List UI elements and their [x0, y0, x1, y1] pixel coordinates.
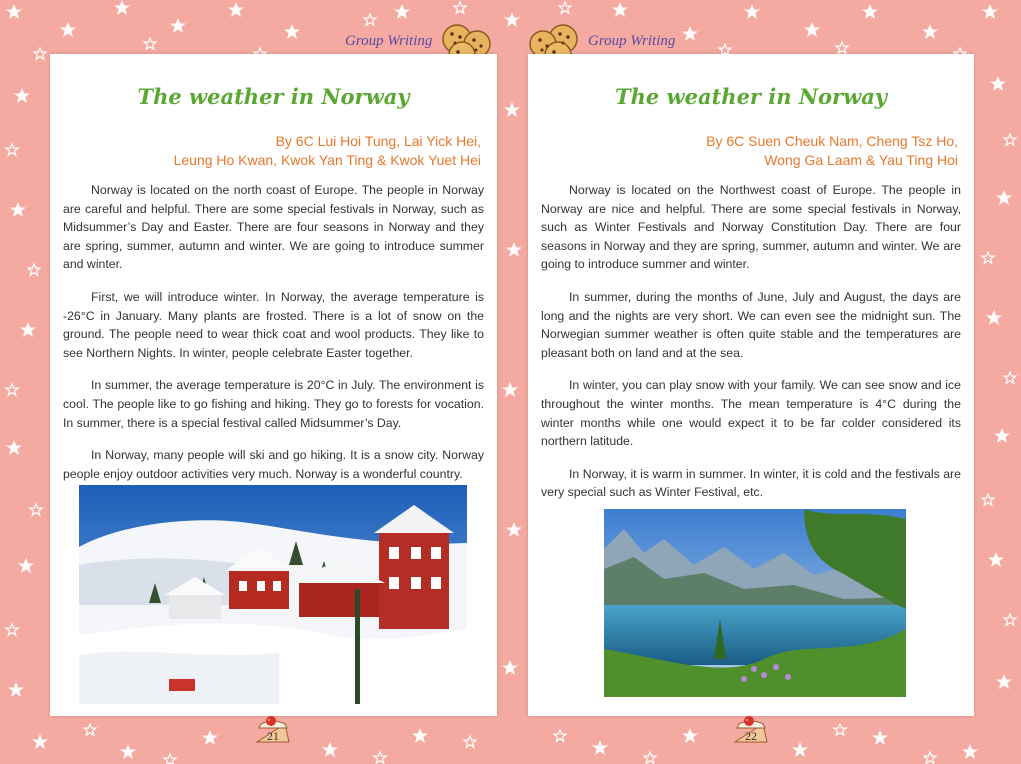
snowy-village-photo [79, 485, 467, 704]
byline-line: By 6C Lui Hoi Tung, Lai Yick Hei, [275, 133, 481, 149]
byline [706, 132, 958, 170]
paragraph: In Norway, it is warm in summer. In winter, it is cold and the festivals are very special such as Winter Festival, etc. [541, 466, 961, 500]
group-writing-tag-left: Group Writing [345, 33, 433, 49]
page-number-badge [731, 716, 771, 746]
article-body [541, 181, 961, 516]
paragraph: Norway is located on the Northwest coast of Europe. The people in Norway are nice and helpful. There are some special festivals in Norway, such as Winter Festivals and Norway Constitution Day. There are four seasons in Norway and they are spring, summer, autumn and winter. We are going to introduce summer and winter. [541, 183, 961, 272]
group-writing-tag-right: Group Writing [588, 33, 676, 49]
paragraph: In summer, during the months of June, July and August, the days are long and the nights are very short. We can even see the midnight sun. The Norwegian summer weather is often quite stable and the temperatures are pleasant both on land and at the sea. [541, 289, 961, 360]
fjord-lake-photo [604, 509, 906, 697]
byline-line: Wong Ga Laam & Yau Ting Hoi [764, 152, 958, 168]
paragraph: In Norway, many people will ski and go hiking. It is a snow city. Norway people enjoy outdoor activities very much. Norway is a wonderful country. [63, 448, 484, 481]
byline-line: By 6C Suen Cheuk Nam, Cheng Tsz Ho, [706, 133, 958, 149]
byline [174, 132, 481, 170]
right-page [528, 54, 974, 716]
paragraph: Norway is located on the north coast of Europe. The people in Norway are careful and helpful. There are some special festivals in Norway, such as Midsummer’s Day and Easter. There are four seasons in Norway and they are spring, summer, autumn and winter. We are going to introduce summer and winter. [63, 183, 484, 272]
left-page [50, 54, 497, 716]
article-body [63, 181, 484, 497]
page-number-badge [253, 716, 293, 746]
page-title: The weather in Norway [137, 84, 410, 109]
paragraph: In winter, you can play snow with your family. We can see snow and ice throughout the winter months. The mean temperature is 4°C during the winter months while one would expect it to be far colder considered its northern latitude. [541, 378, 961, 449]
paragraph: First, we will introduce winter. In Norway, the average temperature is -26°C in January. Many plants are frosted. There is a lot of snow on the ground. The people need to wear thick coat and wool products. They like to see Northern Nights. In winter, people celebrate Easter together. [63, 289, 484, 360]
page-number: 21 [267, 729, 279, 743]
byline-line: Leung Ho Kwan, Kwok Yan Ting & Kwok Yuet Hei [173, 152, 481, 168]
page-title: The weather in Norway [614, 84, 888, 109]
paragraph: In summer, the average temperature is 20°C in July. The environment is cool. The people like to go fishing and hiking. They go to forests for vocation. In summer, there is a special festival called Midsummer’s Day. [63, 378, 484, 430]
page-number: 22 [745, 729, 757, 743]
